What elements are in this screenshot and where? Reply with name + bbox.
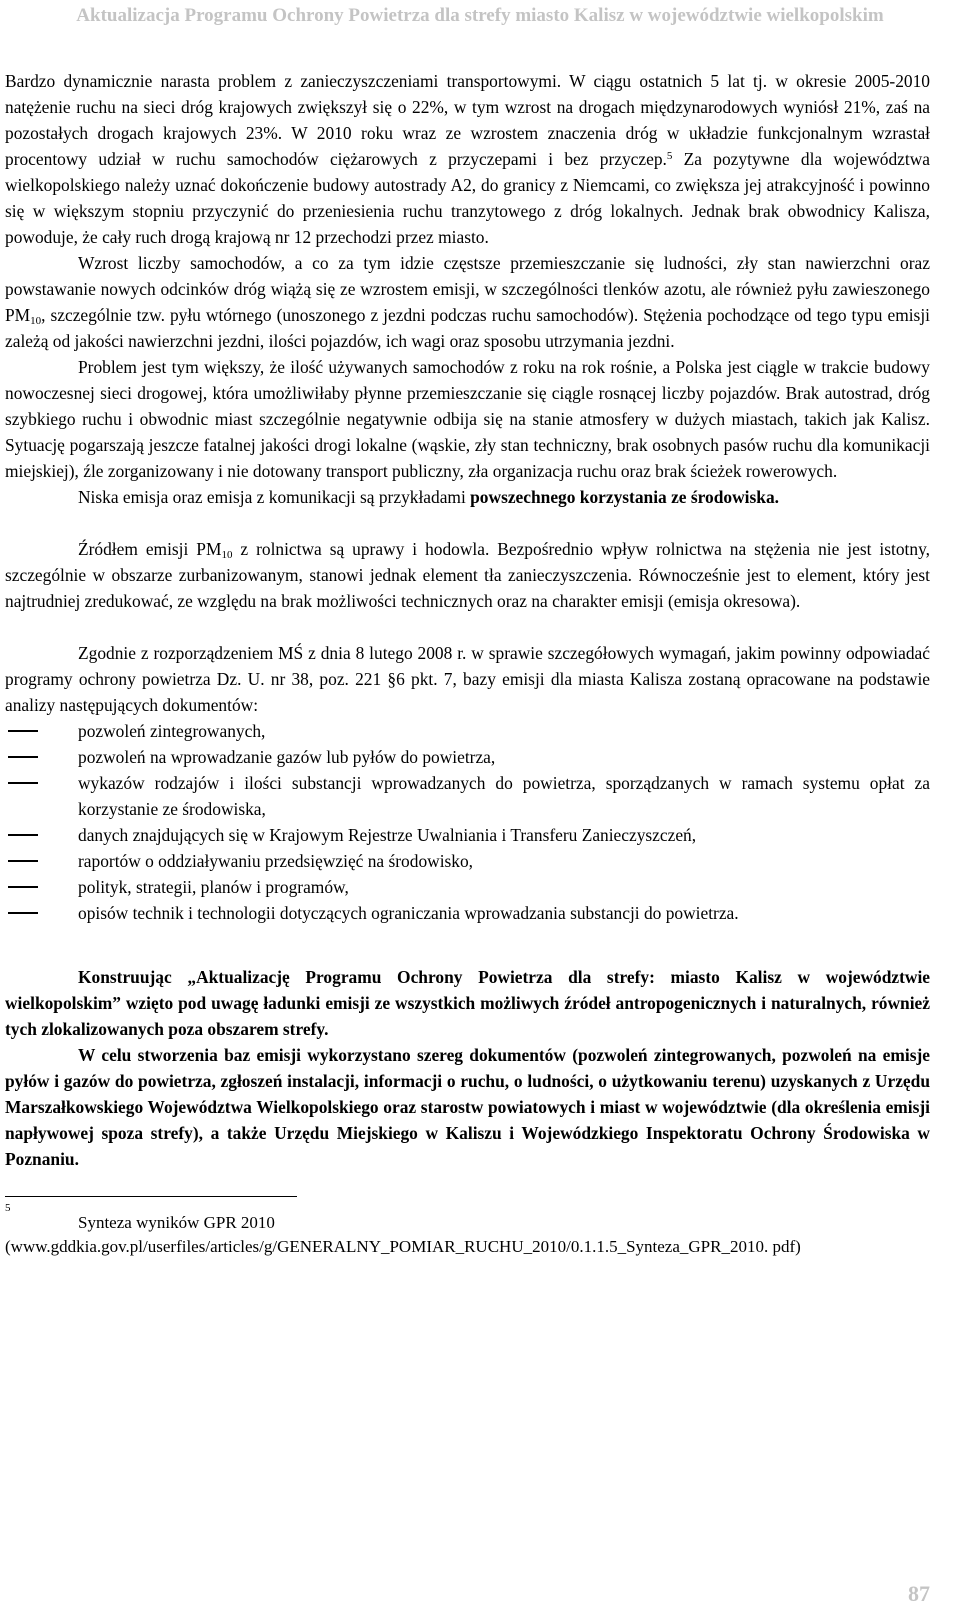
dash-icon <box>8 912 38 914</box>
document-body <box>5 68 930 1259</box>
running-header: Aktualizacja Programu Ochrony Powietrza dla strefy miasto Kalisz w województwie wielkopolskim <box>76 5 884 26</box>
dash-icon <box>8 756 38 758</box>
page-number: 87 <box>908 1581 930 1606</box>
footnote <box>5 1201 930 1259</box>
footnote-source[interactable]: (www.gddkia.gov.pl/userfiles/articles/g/GENERALNY_POMIAR_RUCHU_2010/0.1.1.5_Synteza_GPR_2010. pdf) <box>5 1237 801 1256</box>
subscript: 10 <box>30 315 42 327</box>
dash-icon <box>8 886 38 888</box>
dash-icon <box>8 782 38 784</box>
paragraph-emissions <box>5 250 930 354</box>
list-item <box>5 744 930 770</box>
list-item-text: wykazów rodzajów i ilości substancji wprowadzanych do powietrza, sporządzanych w ramach systemu opłat za korzystanie ze środowiska, <box>78 773 930 819</box>
bold-text: Konstruując „Aktualizację Programu Ochrony Powietrza dla strefy: miasto Kalisz w województwie wielkopolskim” wzięto pod uwagę ładunki emisji ze wszystkich możliwych źródeł antropogenicznych i naturalnych, również tych zlokalizowanych poza obszarem strefy. <box>5 967 930 1039</box>
paragraph-text: Wzrost liczby samochodów, a co za tym idzie częstsze przemieszczanie się ludności, zły stan nawierzchni oraz powstawanie nowych odcinków dróg wiążą się ze wzrostem emisji, w szczególności tlenków azotu, ale również pyłu zawieszonego PM <box>5 253 930 325</box>
paragraph-text: Źródłem emisji PM <box>78 539 222 559</box>
list-item <box>5 874 930 900</box>
footnote-divider <box>5 1196 297 1197</box>
footnote-title: Synteza wyników GPR 2010 <box>78 1213 275 1232</box>
paragraph-text: , szczególnie tzw. pyłu wtórnego (unoszonego z jezdni podczas ruchu samochodów). Stężenia pochodzące od tego typu emisji zależą od jakości nawierzchni jezdni, ilości pojazdów, ich wagi oraz sposobu utrzymania jezdni. <box>5 305 930 351</box>
subscript: 10 <box>221 549 233 561</box>
paragraph-text: Za pozytywne dla województwa wielkopolskiego należy uznać dokończenie budowy autostrady A2, do granicy z Niemcami, co zwiększa jej atrakcyjność i powinno się w większym stopniu przyczynić do przeniesienia ruchu tranzytowego z dróg lokalnych. Jednak brak obwodnicy Kalisza, powoduje, że cały ruch drogą krajową nr 12 przechodzi przez miasto. <box>5 149 930 247</box>
dash-icon <box>8 834 38 836</box>
paragraph-low-emission <box>5 484 930 510</box>
bold-text: W celu stworzenia baz emisji wykorzystano szereg dokumentów (pozwoleń zintegrowanych, pozwoleń na emisje pyłów i gazów do powietrza, zgłoszeń instalacji, informacji o ruchu, o ludności, o użytkowaniu terenu) uzyskanych z Urzędu Marszałkowskiego Województwa Wielkopolskiego oraz starostw powiatowych i miast w województwie (dla określenia emisji napływowej spoza strefy), a także Urzędu Miejskiego w Kaliszu i Wojewódzkiego Inspektoratu Ochrony Środowiska w Poznaniu. <box>5 1045 930 1169</box>
footnote-ref[interactable]: 5 <box>666 150 673 162</box>
paragraph-databases <box>5 1042 930 1172</box>
list-item-text: polityk, strategii, planów i programów, <box>78 877 349 897</box>
paragraph-text: Bardzo dynamicznie narasta problem z zanieczyszczeniami transportowymi. W ciągu ostatnich 5 lat tj. w okresie 2005-2010 natężenie ruchu na sieci dróg krajowych zwiększył się o 22%, w tym wzrost na drogach międzynarodowych wyniósł 21%, zaś na pozostałych drogach krajowych 23%. W 2010 roku wraz ze wzrostem znaczenia dróg w układzie funkcjonalnym wzrastał procentowy udział w ruchu samochodów ciężarowych z przyczepami i bez przyczep. <box>5 71 930 169</box>
paragraph-agriculture <box>5 536 930 614</box>
document-list <box>5 718 930 926</box>
paragraph-text: z rolnictwa są uprawy i hodowla. Bezpośrednio wpływ rolnictwa na stężenia nie jest istotny, szczególnie w obszarze zurbanizowanym, stanowi jednak element tła zanieczyszczenia. Równocześnie jest to element, który jest najtrudniej zredukować, ze względu na brak możliwości technicznych oraz na charakter emisji (emisja okresowa). <box>5 539 930 611</box>
paragraph-construction <box>5 964 930 1042</box>
paragraph-problem: Problem jest tym większy, że ilość używanych samochodów z roku na rok rośnie, a Polska jest ciągle w trakcie budowy nowoczesnej sieci drogowej, która umożliwiłaby płynne przemieszczanie się ciągle rosnącej liczby pojazdów. Brak autostrad, dróg szybkiego ruchu i obwodnic miast szczególnie negatywnie odbija się na stanie atmosfery w dużych miastach, takich jak Kalisz. Sytuację pogarszają jeszcze fatalnej jakości drogi lokalne (wąskie, zły stan techniczny, brak osobnych pasów ruchu dla komunikacji miejskiej), źle zorganizowany i nie dotowany transport publiczny, zła organizacja ruchu oraz brak ścieżek rowerowych. <box>5 357 930 481</box>
bold-text: powszechnego korzystania ze środowiska. <box>470 487 779 507</box>
paragraph-text: Niska emisja oraz emisja z komunikacji są przykładami <box>78 487 471 507</box>
paragraph-transport <box>5 68 930 250</box>
list-item <box>5 900 930 926</box>
list-item-text: danych znajdujących się w Krajowym Rejestrze Uwalniania i Transferu Zanieczyszczeń, <box>78 825 697 845</box>
list-item-text: raportów o oddziaływaniu przedsięwzięć na środowisko, <box>78 851 474 871</box>
list-item-text: opisów technik i technologii dotyczących ograniczania wprowadzania substancji do powietrza. <box>78 903 739 923</box>
list-item-text: pozwoleń zintegrowanych, <box>78 721 266 741</box>
list-item-text: pozwoleń na wprowadzanie gazów lub pyłów do powietrza, <box>78 747 496 767</box>
dash-icon <box>8 860 38 862</box>
paragraph-regulation: Zgodnie z rozporządzeniem MŚ z dnia 8 lutego 2008 r. w sprawie szczegółowych wymagań, jakim powinny odpowiadać programy ochrony powietrza Dz. U. nr 38, poz. 221 §6 pkt. 7, bazy emisji dla miasta Kalisza zostaną opracowane na podstawie analizy następujących dokumentów: <box>5 643 930 715</box>
list-item <box>5 770 930 822</box>
list-item <box>5 718 930 744</box>
dash-icon <box>8 730 38 732</box>
list-item <box>5 848 930 874</box>
list-item <box>5 822 930 848</box>
footnote-number: 5 <box>5 1202 11 1214</box>
